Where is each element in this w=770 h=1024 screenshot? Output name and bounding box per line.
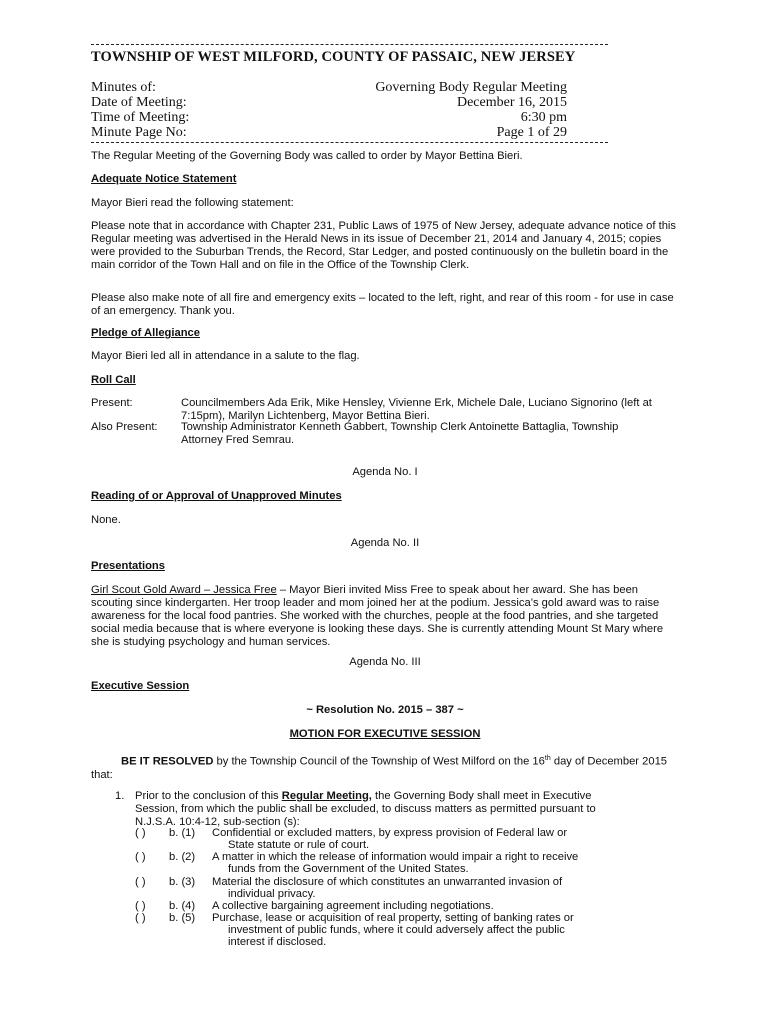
header-value-date: December 16, 2015 <box>456 95 567 110</box>
present-text: Councilmembers Ada Erik, Mike Hensley, Vivienne Erk, Michele Dale, Luciano Signorino (left at 7:15pm), Marilyn Lichtenberg, Mayor Bettina Bieri. <box>181 397 652 422</box>
gold-award-link[interactable]: Girl Scout Gold Award – Jessica Free <box>91 584 277 596</box>
resolved-sup: th <box>544 755 551 762</box>
resolved-text-2: day of December 2015 that: <box>91 755 668 781</box>
subitem-box[interactable]: ( ) <box>135 912 146 924</box>
header-divider <box>91 142 608 143</box>
presentations-paragraph <box>91 584 679 649</box>
subitem-text: Purchase, lease or acquisition of real property, setting of banking rates or <box>212 912 574 924</box>
roll-call-heading: Roll Call <box>91 374 136 386</box>
notice-intro: Mayor Bieri read the following statement: <box>91 197 294 209</box>
subitem-code: b. (4) <box>169 900 196 912</box>
subitem-text: A matter in which the release of information would impair a right to receive <box>212 851 579 863</box>
header-label-minutes: Minutes of: <box>91 80 156 95</box>
subitem-text-cont: investment of public funds, where it could adversely affect the public <box>228 924 565 936</box>
resolution-number: ~ Resolution No. 2015 – 387 ~ <box>306 704 464 716</box>
agenda-two: Agenda No. II <box>350 537 420 549</box>
header-value-minutes: Governing Body Regular Meeting <box>375 80 567 95</box>
subitem-code: b. (2) <box>169 851 196 863</box>
also-present-label: Also Present: <box>91 421 158 433</box>
subitem-box[interactable]: ( ) <box>135 876 146 888</box>
top-divider <box>91 44 608 45</box>
opening-text: The Regular Meeting of the Governing Body was called to order by Mayor Bettina Bieri. <box>91 150 523 162</box>
header-label-page: Minute Page No: <box>91 125 187 140</box>
subitem-box[interactable]: ( ) <box>135 827 146 839</box>
agenda-one: Agenda No. I <box>352 466 418 478</box>
subitem-code: b. (1) <box>169 827 196 839</box>
subitem-box[interactable]: ( ) <box>135 851 146 863</box>
subitem-text: Material the disclosure of which constitutes an unwarranted invasion of <box>212 876 563 888</box>
presentations-text: – Mayor Bieri invited Miss Free to speak about her award. She has been scouting since kindergarten. Her troop leader and mom joined her at the podium. Jessica’s gold award was to raise awareness for the local food pantries. She worked with the churches, people at the food pantries, and she targeted social media because that is where everyone is looking these days. She is currently attending Mount St Mary where she is studying psychology and human services. <box>91 584 664 648</box>
present-label: Present: <box>91 397 133 409</box>
minutes-text: None. <box>91 514 121 526</box>
item-text-b: the Governing Body shall meet in Executive Session, from which the public shall be excluded, to discuss matters as permitted pursuant to N.J.S.A. 10:4-12, sub-section (s): <box>135 790 596 828</box>
resolved-text-1: by the Township Council of the Township of West Milford on the 16 <box>213 755 545 768</box>
subitem-text-cont: funds from the Government of the United States. <box>228 863 469 875</box>
executive-heading: Executive Session <box>91 680 190 692</box>
notice-paragraph: Please note that in accordance with Chapter 231, Public Laws of 1975 of New Jersey, adequate advance notice of this Regular meeting was advertised in the Herald News in its issue of December 21, 2014 and January 4, 2015; copies were provided to the Suburban Trends, the Record, Star Ledger, and posted continuously on the bulletin board in the main corridor of the Town Hall and on file in the Office of the Township Clerk. <box>91 220 677 271</box>
subitem-text: A collective bargaining agreement including negotiations. <box>212 900 494 912</box>
notice-heading: Adequate Notice Statement <box>91 173 237 185</box>
emergency-paragraph: Please also make note of all fire and emergency exits – located to the left, right, and rear of this room - for use in case of an emergency. Thank you. <box>91 292 674 317</box>
header-label-date: Date of Meeting: <box>91 95 187 110</box>
motion-title: MOTION FOR EXECUTIVE SESSION <box>289 728 481 740</box>
subitem-code: b. (3) <box>169 876 196 888</box>
resolved-paragraph <box>91 752 676 782</box>
resolved-lead: BE IT RESOLVED <box>121 755 214 768</box>
header-value-page: Page 1 of 29 <box>496 125 567 140</box>
subitem-code: b. (5) <box>169 912 196 924</box>
pledge-text: Mayor Bieri led all in attendance in a salute to the flag. <box>91 350 360 362</box>
pledge-heading: Pledge of Allegiance <box>91 327 201 339</box>
presentations-heading: Presentations <box>91 560 165 572</box>
subitem-text-cont2: interest if disclosed. <box>228 936 327 948</box>
document-title: TOWNSHIP OF WEST MILFORD, COUNTY OF PASSAIC, NEW JERSEY <box>91 49 576 65</box>
subitem-text-cont: individual privacy. <box>228 888 316 900</box>
item-paragraph <box>135 790 630 829</box>
item-text-a: Prior to the conclusion of this <box>135 790 282 802</box>
agenda-three: Agenda No. III <box>349 656 421 668</box>
also-present-text: Township Administrator Kenneth Gabbert, Township Clerk Antoinette Battaglia, Township Attorney Fred Semrau. <box>181 421 619 446</box>
subitem-box[interactable]: ( ) <box>135 900 146 912</box>
subitem-text-cont: State statute or rule of court. <box>228 839 370 851</box>
item-number: 1. <box>115 790 125 802</box>
minutes-heading: Reading of or Approval of Unapproved Minutes <box>91 490 342 502</box>
item-bold: Regular Meeting, <box>281 790 372 802</box>
header-label-time: Time of Meeting: <box>91 110 190 125</box>
subitem-text: Confidential or excluded matters, by express provision of Federal law or <box>212 827 568 839</box>
header-value-time: 6:30 pm <box>520 110 567 125</box>
